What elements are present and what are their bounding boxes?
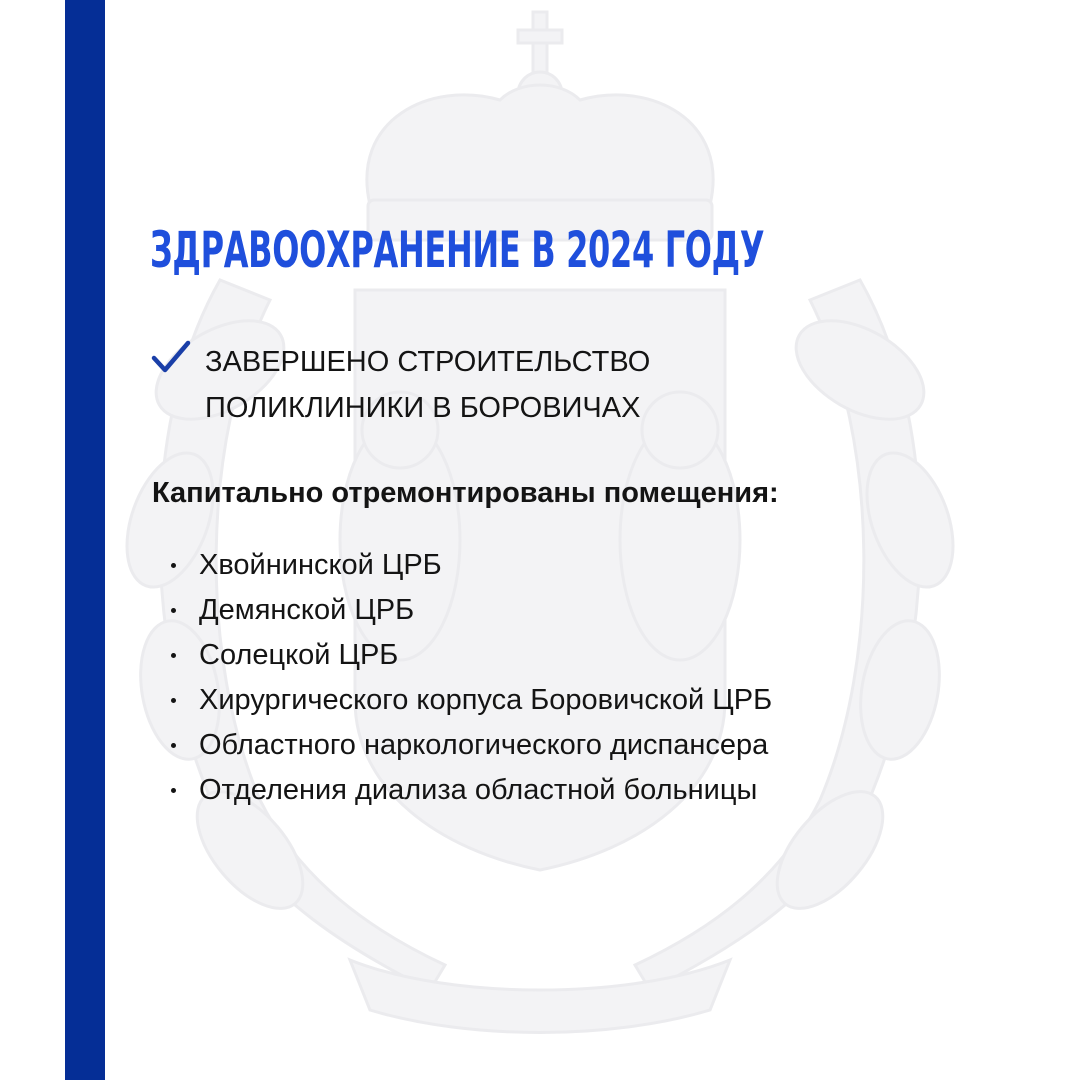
- list-item-label: Солецкой ЦРБ: [199, 639, 399, 671]
- list-item-label: Хвойнинской ЦРБ: [199, 549, 442, 581]
- renovated-premises-heading: Капитально отремонтированы помещения:: [152, 477, 779, 509]
- list-item-label: Хирургического корпуса Боровичской ЦРБ: [199, 684, 773, 716]
- accent-bar: [65, 0, 105, 1080]
- bullet-icon: [171, 563, 176, 568]
- check-icon: [151, 340, 191, 374]
- completed-line-1: ЗАВЕРШЕНО СТРОИТЕЛЬСТВО: [205, 346, 651, 378]
- list-item-label: Демянской ЦРБ: [199, 594, 415, 626]
- bullet-icon: [171, 743, 176, 748]
- list-item-label: Отделения диализа областной больницы: [199, 774, 758, 806]
- bullet-icon: [171, 653, 176, 658]
- page-title: ЗДРАВООХРАНЕНИЕ В 2024 ГОДУ: [150, 221, 765, 279]
- bullet-icon: [171, 788, 176, 793]
- completed-construction-text: [205, 339, 650, 431]
- list-item-label: Областного наркологического диспансера: [199, 729, 769, 761]
- bullet-icon: [171, 698, 176, 703]
- bullet-icon: [171, 608, 176, 613]
- completed-line-2: ПОЛИКЛИНИКИ В БОРОВИЧАХ: [205, 392, 641, 424]
